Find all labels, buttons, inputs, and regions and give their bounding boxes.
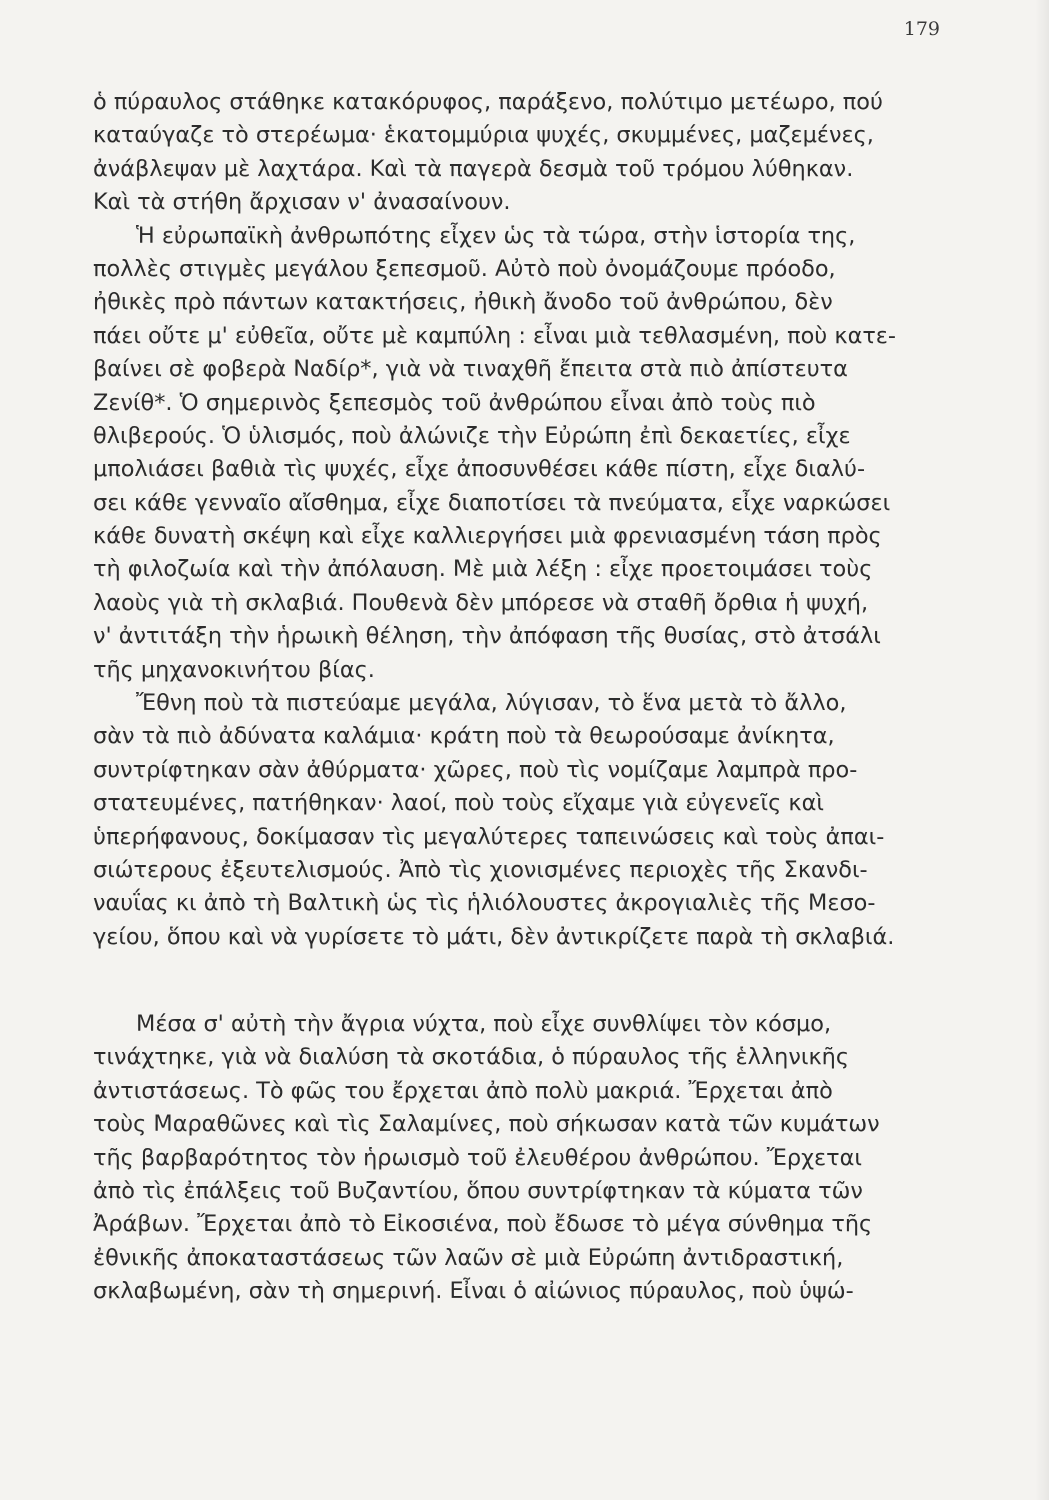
text-line: τοὺς Μαραθῶνες καὶ τὶς Σαλαμίνες, ποὺ σήκωσαν κατὰ τῶν κυμάτων — [93, 1111, 880, 1138]
text-line: κάθε δυνατὴ σκέψη καὶ εἶχε καλλιεργήσει μιὰ φρενιασμένη τάση πρὸς — [93, 523, 882, 550]
text-line: σει κάθε γενναῖο αἴσθημα, εἶχε διαποτίσει τὰ πνεύματα, εἶχε ναρκώσει — [93, 489, 891, 516]
text-line: τὴ φιλοζωία καὶ τὴν ἀπόλαυση. Μὲ μιὰ λέξη : εἶχε προετοιμάσει τοὺς — [93, 556, 873, 583]
text-line: γείου, ὅπου καὶ νὰ γυρίσετε τὸ μάτι, δὲν ἀντικρίζετε παρὰ τὴ σκλαβιά. — [93, 923, 895, 950]
text-line: ἀπὸ τὶς ἐπάλξεις τοῦ Βυζαντίου, ὅπου συντρίφτηκαν τὰ κύματα τῶν — [93, 1177, 863, 1204]
text-line: βαίνει σὲ φοβερὰ Ναδίρ*, γιὰ νὰ τιναχθῆ ἔπειτα στὰ πιὸ ἀπίστευτα — [93, 356, 848, 383]
text-line: Ζενίθ*. Ὁ σημερινὸς ξεπεσμὸς τοῦ ἀνθρώπου εἶναι ἀπὸ τοὺς πιὸ — [93, 389, 816, 416]
text-line: Καὶ τὰ στήθη ἄρχισαν ν' ἀνασαίνουν. — [93, 189, 511, 216]
text-line: μπολιάσει βαθιὰ τὶς ψυχές, εἶχε ἀποσυνθέσει κάθε πίστη, εἶχε διαλύ- — [93, 456, 866, 483]
text-line: θλιβερούς. Ὁ ὑλισμός, ποὺ ἀλώνιζε τὴν Εὐρώπη ἐπὶ δεκαετίες, εἶχε — [93, 422, 851, 449]
text-line: ἀντιστάσεως. Τὸ φῶς του ἔρχεται ἀπὸ πολὺ μακριά. Ἔρχεται ἀπὸ — [93, 1077, 833, 1104]
text-line: ναυΐας κι ἀπὸ τὴ Βαλτικὴ ὡς τὶς ἡλιόλουστες ἀκρογιαλιὲς τῆς Μεσο- — [93, 890, 876, 917]
text-line: ἀνάβλεψαν μὲ λαχτάρα. Καὶ τὰ παγερὰ δεσμὰ τοῦ τρόμου λύθηκαν. — [93, 155, 854, 182]
text-line: τῆς μηχανοκινήτου βίας. — [93, 656, 375, 683]
text-line: σιώτερους ἐξευτελισμούς. Ἀπὸ τὶς χιονισμένες περιοχὲς τῆς Σκανδι- — [93, 856, 868, 883]
text-line: ἠθικὲς πρὸ πάντων κατακτήσεις, ἠθικὴ ἄνοδο τοῦ ἀνθρώπου, δὲν — [93, 289, 833, 316]
page-edge-shadow — [1035, 0, 1049, 1500]
text-line: Μέσα σ' αὐτὴ τὴν ἄγρια νύχτα, ποὺ εἶχε συνθλίψει τὸν κόσμο, — [136, 1011, 832, 1037]
text-line: Ἀράβων. Ἔρχεται ἀπὸ τὸ Εἰκοσιένα, ποὺ ἔδωσε τὸ μέγα σύνθημα τῆς — [93, 1211, 873, 1238]
paragraph-block-1 — [93, 86, 948, 954]
text-line: πάει οὔτε μ' εὐθεῖα, οὔτε μὲ καμπύλη : εἶναι μιὰ τεθλασμένη, ποὺ κατε- — [93, 322, 896, 349]
text-line: πολλὲς στιγμὲς μεγάλου ξεπεσμοῦ. Αὐτὸ ποὺ ὀνομάζουμε πρόοδο, — [93, 255, 836, 282]
text-line: τῆς βαρβαρότητος τὸν ἡρωισμὸ τοῦ ἐλευθέρου ἀνθρώπου. Ἔρχεται — [93, 1144, 862, 1171]
text-line: ν' ἀντιτάξη τὴν ἡρωικὴ θέληση, τὴν ἀπόφαση τῆς θυσίας, στὸ ἀτσάλι — [93, 623, 881, 650]
text-line: ὁ πύραυλος στάθηκε κατακόρυφος, παράξενο, πολύτιμο μετέωρο, πού — [93, 89, 883, 115]
text-line: στατευμένες, πατήθηκαν· λαοί, ποὺ τοὺς εἴχαμε γιὰ εὐγενεῖς καὶ — [93, 790, 824, 817]
text-line: σὰν τὰ πιὸ ἀδύνατα καλάμια· κράτη ποὺ τὰ θεωρούσαμε ἀνίκητα, — [93, 723, 835, 750]
text-line: ὑπερήφανους, δοκίμασαν τὶς μεγαλύτερες ταπεινώσεις καὶ τοὺς ἀπαι- — [93, 823, 885, 850]
text-line: συντρίφτηκαν σὰν ἀθύρματα· χῶρες, ποὺ τὶς νομίζαμε λαμπρὰ προ- — [93, 756, 858, 783]
text-line: καταύγαζε τὸ στερέωμα· ἑκατομμύρια ψυχές, σκυμμένες, μαζεμένες, — [93, 122, 874, 149]
paragraph-block-2 — [93, 1008, 948, 1309]
text-line: Ἡ εὐρωπαϊκὴ ἀνθρωπότης εἶχεν ὡς τὰ τώρα, στὴν ἱστορία της, — [136, 222, 856, 249]
text-line: λαοὺς γιὰ τὴ σκλαβιά. Πουθενὰ δὲν μπόρεσε νὰ σταθῆ ὄρθια ἡ ψυχή, — [93, 589, 869, 616]
text-line: ἐθνικῆς ἀποκαταστάσεως τῶν λαῶν σὲ μιὰ Εὐρώπη ἀντιδραστική, — [93, 1244, 844, 1271]
text-line: σκλαβωμένη, σὰν τὴ σημερινή. Εἶναι ὁ αἰώνιος πύραυλος, ποὺ ὑψώ- — [93, 1278, 854, 1305]
text-line: Ἔθνη ποὺ τὰ πιστεύαμε μεγάλα, λύγισαν, τὸ ἕνα μετὰ τὸ ἄλλο, — [136, 690, 847, 717]
text-line: τινάχτηκε, γιὰ νὰ διαλύση τὰ σκοτάδια, ὁ πύραυλος τῆς ἑλληνικῆς — [93, 1044, 849, 1071]
page-number: 179 — [903, 18, 940, 40]
